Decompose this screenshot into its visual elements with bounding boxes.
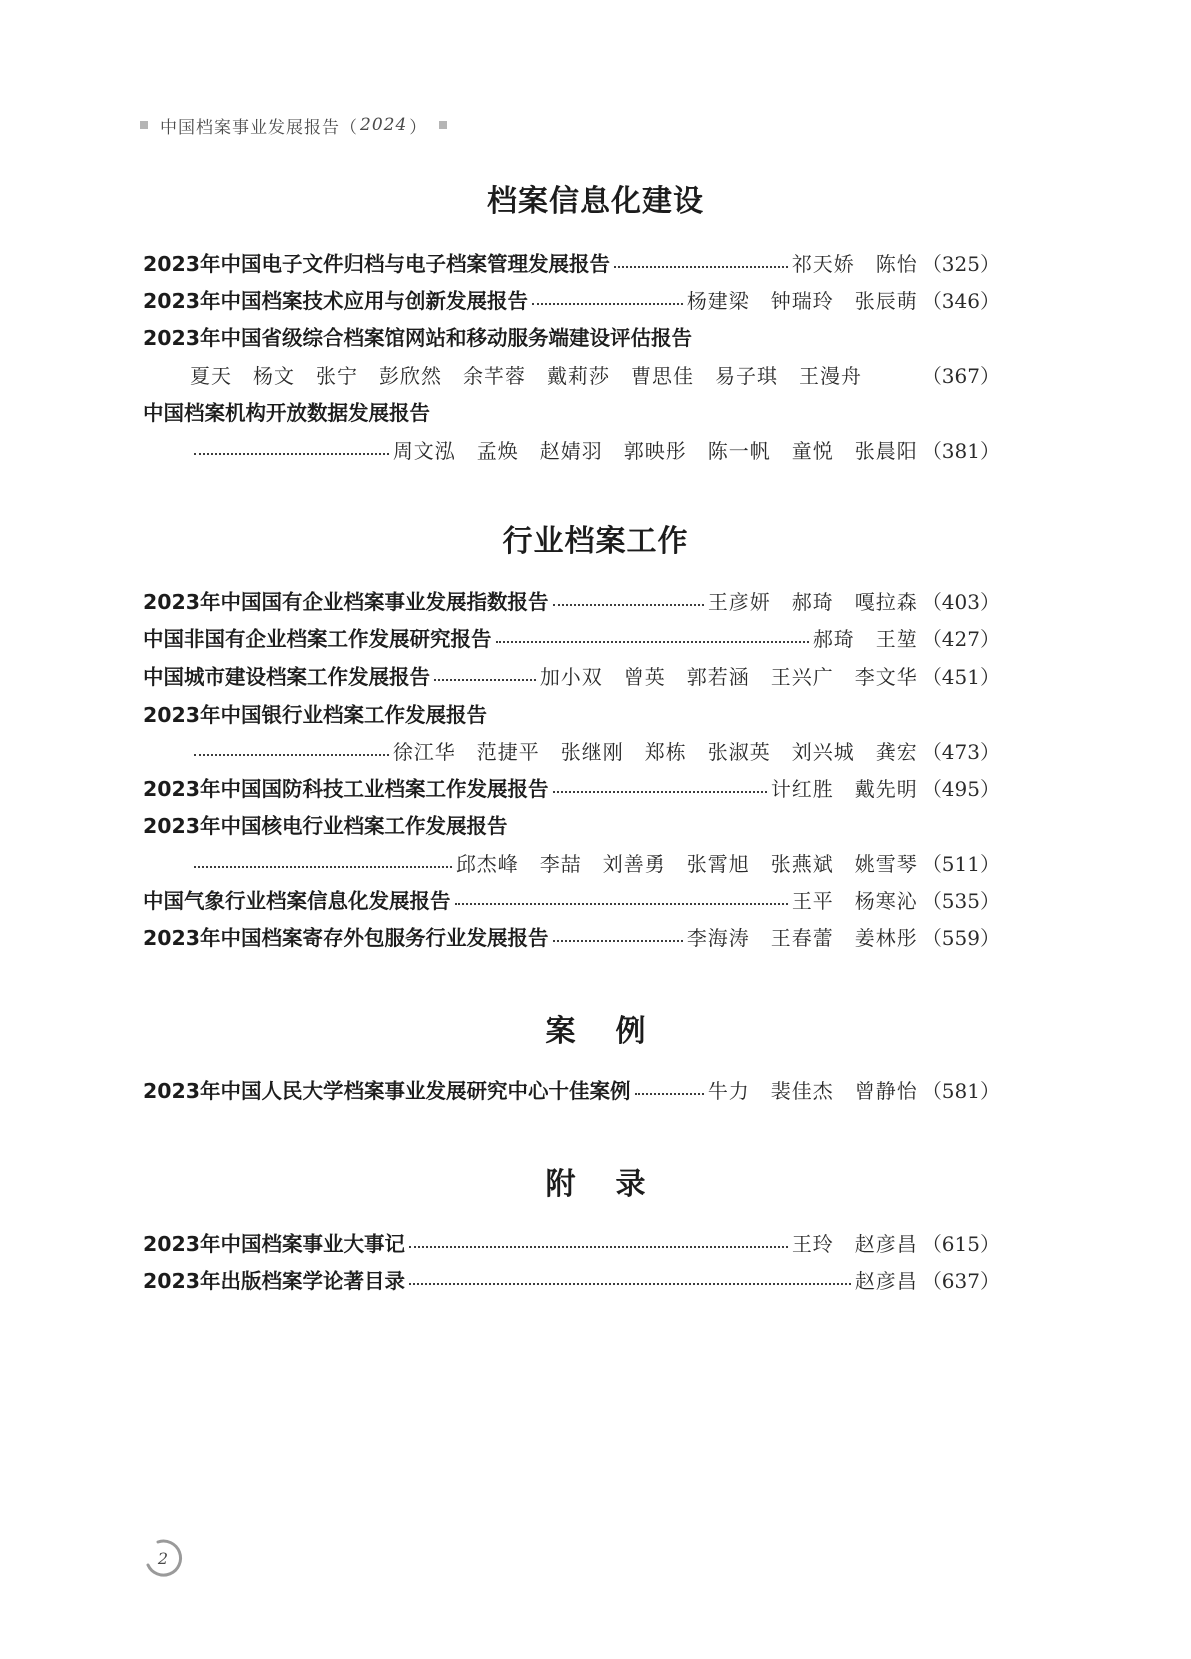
toc-entry-authors: 杨建梁 钟瑞玲 张辰萌 — [686, 288, 918, 313]
toc-entry-authors: 邱杰峰 李喆 刘善勇 张霄旭 张燕斌 姚雪琴 — [455, 851, 918, 876]
toc-entry-page: （535） — [921, 888, 1000, 913]
toc-entry-title: 2023年中国档案寄存外包服务行业发展报告 — [143, 926, 549, 950]
toc-entry-title: 中国档案机构开放数据发展报告 — [143, 401, 430, 425]
toc-entry-authors: 加小双 曾英 郭若涵 王兴广 李文华 — [539, 664, 918, 689]
dot-leader — [194, 866, 452, 868]
toc-entry-page: （381） — [921, 438, 1000, 463]
toc-entry[interactable] — [143, 283, 1000, 315]
toc-entry-page: （427） — [921, 626, 1000, 651]
toc-entry[interactable] — [143, 246, 1000, 278]
toc-entry-title: 2023年中国核电行业档案工作发展报告 — [143, 814, 508, 838]
dot-leader — [553, 604, 704, 606]
toc-entry-page: （581） — [921, 1078, 1000, 1103]
section-title-appendix: 附录 — [545, 1167, 686, 1202]
toc-entry-page: （346） — [921, 288, 1000, 313]
toc-entry[interactable] — [143, 808, 1000, 840]
toc-entry-authors: 王玲 赵彦昌 — [791, 1231, 918, 1256]
dot-leader — [532, 303, 683, 305]
toc-entry-page: （495） — [921, 776, 1000, 801]
toc-entry-title: 2023年中国电子文件归档与电子档案管理发展报告 — [143, 252, 611, 276]
toc-entry[interactable] — [143, 1263, 1000, 1295]
toc-entry-authors: 王彦妍 郝琦 嘎拉森 — [707, 589, 918, 614]
toc-entry-continuation[interactable] — [190, 846, 1000, 878]
toc-entry-title: 2023年中国人民大学档案事业发展研究中心十佳案例 — [143, 1079, 631, 1103]
toc-entry-authors: 周文泓 孟焕 赵婧羽 郭映彤 陈一帆 童悦 张晨阳 — [392, 438, 918, 463]
toc-entry-page: （473） — [921, 739, 1000, 764]
dot-leader — [496, 641, 809, 643]
toc-entry[interactable] — [143, 584, 1000, 616]
toc-entry-page: （559） — [921, 925, 1000, 950]
toc-entry-authors: 祁天娇 陈怡 — [791, 251, 918, 276]
section-title-informatization: 档案信息化建设 — [487, 184, 704, 219]
section-title-cases: 案例 — [545, 1014, 686, 1049]
dot-leader — [194, 754, 389, 756]
spacer — [866, 378, 914, 380]
running-head-year: 2024 — [360, 115, 408, 135]
dot-leader — [614, 266, 788, 268]
toc-entry-authors: 牛力 裴佳杰 曾静怡 — [707, 1078, 918, 1103]
dot-leader — [553, 791, 767, 793]
toc-entry-authors: 李海涛 王春蕾 姜林彤 — [686, 925, 918, 950]
toc-entry[interactable] — [143, 771, 1000, 803]
running-head-prefix: 中国档案事业发展报告（ — [160, 117, 358, 138]
toc-entry-title: 中国气象行业档案信息化发展报告 — [143, 889, 451, 913]
toc-entry-authors: 计红胜 戴先明 — [770, 776, 918, 801]
toc-entry-title: 2023年中国国防科技工业档案工作发展报告 — [143, 777, 549, 801]
toc-entry-page: （637） — [921, 1268, 1000, 1293]
toc-entry-page: （403） — [921, 589, 1000, 614]
toc-entry-page: （615） — [921, 1231, 1000, 1256]
toc-entry-page: （325） — [921, 251, 1000, 276]
toc-entry-continuation[interactable] — [190, 358, 1000, 390]
toc-entry-authors: 赵彦昌 — [854, 1268, 918, 1293]
toc-entry-continuation[interactable] — [190, 433, 1000, 465]
toc-entry-page: （367） — [921, 363, 1000, 388]
running-head — [140, 113, 447, 137]
toc-entry[interactable] — [143, 621, 1000, 653]
toc-entry-page: （451） — [921, 664, 1000, 689]
running-head-suffix: ） — [409, 117, 428, 138]
toc-entry-title: 2023年中国档案事业大事记 — [143, 1232, 406, 1256]
toc-entry-title: 2023年中国国有企业档案事业发展指数报告 — [143, 590, 549, 614]
toc-entry[interactable] — [143, 395, 1000, 427]
toc-entry-page: （511） — [921, 851, 1000, 876]
toc-entry-title: 2023年中国档案技术应用与创新发展报告 — [143, 289, 529, 313]
toc-entry-title: 中国城市建设档案工作发展报告 — [143, 665, 430, 689]
toc-entry-authors: 夏天 杨文 张宁 彭欣然 余芊蓉 戴莉莎 曹思佳 易子琪 王漫舟 — [190, 363, 862, 388]
dot-leader — [194, 453, 389, 455]
dot-leader — [553, 940, 683, 942]
toc-entry-title: 2023年中国银行业档案工作发展报告 — [143, 703, 488, 727]
toc-entry[interactable] — [143, 320, 1000, 352]
page-number-badge — [140, 1535, 186, 1581]
dot-leader — [635, 1093, 704, 1095]
square-bullet-icon — [140, 121, 148, 129]
page-number: 2 — [157, 1549, 169, 1568]
toc-entry-authors: 徐江华 范捷平 张继刚 郑栋 张淑英 刘兴城 龚宏 — [392, 739, 918, 764]
toc-entry-authors: 王平 杨寒沁 — [791, 888, 918, 913]
toc-entry-title: 中国非国有企业档案工作发展研究报告 — [143, 627, 492, 651]
toc-entry-authors: 郝琦 王堃 — [812, 626, 918, 651]
toc-entry[interactable] — [143, 697, 1000, 729]
toc-entry[interactable] — [143, 1073, 1000, 1105]
toc-entry-continuation[interactable] — [190, 734, 1000, 766]
toc-entry-title: 2023年出版档案学论著目录 — [143, 1269, 406, 1293]
dot-leader — [455, 903, 788, 905]
toc-entry[interactable] — [143, 883, 1000, 915]
dot-leader — [409, 1246, 788, 1248]
dot-leader — [434, 679, 536, 681]
square-bullet-icon — [439, 121, 447, 129]
dot-leader — [409, 1283, 851, 1285]
section-title-industry: 行业档案工作 — [502, 524, 689, 559]
toc-entry-title: 2023年中国省级综合档案馆网站和移动服务端建设评估报告 — [143, 326, 693, 350]
toc-entry[interactable] — [143, 920, 1000, 952]
toc-entry[interactable] — [143, 1226, 1000, 1258]
toc-entry[interactable] — [143, 659, 1000, 691]
